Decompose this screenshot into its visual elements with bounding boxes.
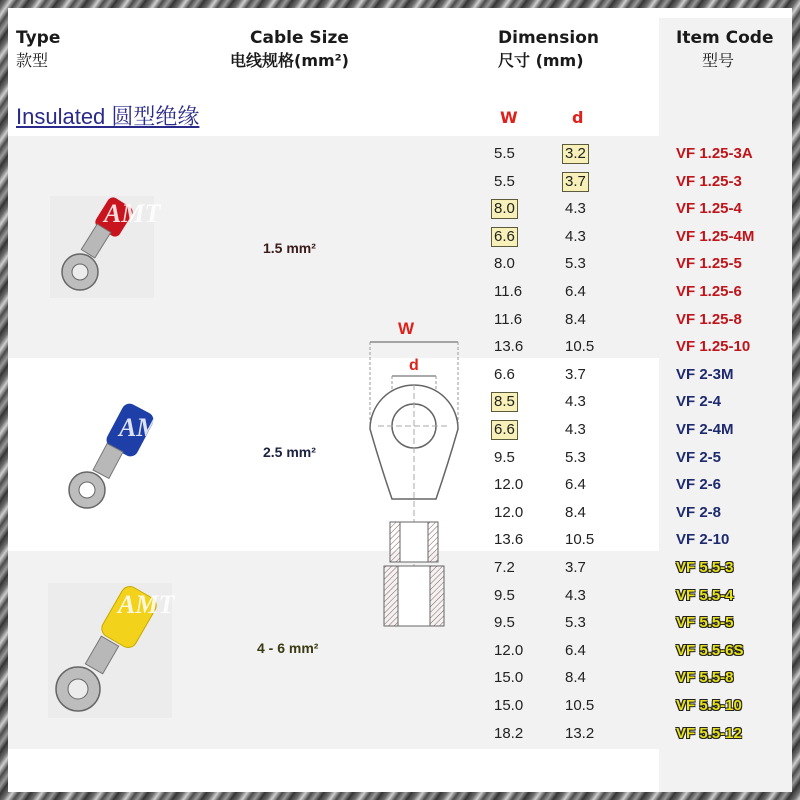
dim-d-value: 13.2 (565, 724, 595, 742)
header-item-code-cn: 型号 (702, 51, 735, 70)
dim-d-value: 5.3 (565, 614, 586, 632)
dim-d-value: 6.4 (565, 283, 586, 300)
header-cable-size: Cable Size (250, 28, 349, 48)
dim-w-value: 15.0 (494, 697, 524, 714)
dim-w-value: 9.5 (494, 586, 515, 604)
header-item-code: Item Code (676, 28, 774, 48)
dim-w-value: 9.5 (494, 614, 515, 632)
header-dimension: Dimension (498, 28, 600, 48)
dim-w-value: 8.5 (491, 392, 518, 412)
diagram-d-label: d (409, 357, 419, 374)
item-code: VF 2-4M (676, 421, 734, 438)
dim-d-value: 8.4 (565, 503, 586, 521)
blue-ring-terminal-image (63, 398, 176, 513)
dim-d-value: 6.4 (565, 641, 586, 659)
item-code: VF 2-5 (676, 448, 722, 466)
diagram-w-label: W (398, 319, 415, 338)
header-type-cn: 款型 (16, 51, 49, 70)
dim-d-value: 3.2 (562, 144, 589, 164)
item-code: VF 1.25-3 (676, 172, 742, 190)
dim-d-value: 6.4 (565, 476, 586, 494)
dim-d-value: 3.7 (565, 559, 586, 576)
watermark-text: AMT (104, 199, 161, 228)
dim-d-value: 8.4 (565, 669, 586, 687)
item-code: VF 5.5-4 (676, 586, 734, 604)
dim-d-value: 4.3 (565, 586, 586, 604)
red-ring-terminal-image (50, 196, 161, 298)
item-code: VF 2-10 (676, 531, 730, 549)
item-code: VF 5.5-8 (676, 669, 734, 687)
dim-d-value: 4.3 (565, 421, 586, 438)
dim-d-value: 5.3 (565, 448, 586, 466)
item-code: VF 2-3M (676, 365, 734, 383)
item-code: VF 1.25-5 (676, 255, 742, 273)
dim-w-value: 15.0 (494, 669, 524, 687)
dim-head-w: W (500, 108, 518, 127)
header-cable-size-cn: 电线规格(mm²) (230, 51, 349, 70)
dim-w-value: 11.6 (494, 310, 523, 328)
item-code: VF 1.25-3A (676, 145, 753, 162)
item-code: VF 5.5-5 (676, 614, 734, 632)
header-type: Type (16, 28, 61, 48)
item-code: VF 1.25-10 (676, 338, 751, 356)
item-code: VF 5.5-6S (676, 641, 744, 659)
item-code: VF 5.5-3 (676, 559, 734, 576)
dim-d-value: 3.7 (562, 172, 589, 192)
dim-w-value: 12.0 (494, 641, 524, 659)
dim-w-value: 18.2 (494, 724, 524, 742)
item-code: VF 2-8 (676, 503, 722, 521)
dim-w-value: 13.6 (494, 338, 524, 356)
item-code: VF 1.25-4M (676, 227, 755, 245)
dim-w-value: 8.0 (491, 199, 518, 219)
section-title-insulated[interactable]: Insulated 圆型绝缘 (16, 104, 200, 129)
dim-w-value: 7.2 (494, 559, 515, 576)
dim-d-value: 8.4 (565, 310, 586, 328)
dim-w-value: 9.5 (494, 448, 515, 466)
dim-w-value: 5.5 (494, 145, 515, 162)
yellow-ring-terminal-image (48, 583, 175, 718)
watermark-text: AMT (119, 413, 176, 442)
dim-w-value: 6.6 (494, 365, 515, 383)
dim-w-value: 8.0 (494, 255, 515, 273)
item-code: VF 1.25-8 (676, 310, 742, 328)
dim-head-d: d (572, 108, 584, 127)
dim-w-value: 12.0 (494, 476, 524, 494)
dim-d-value: 4.3 (565, 227, 586, 245)
watermark-text: AMT (118, 590, 175, 619)
dim-w-value: 11.6 (494, 283, 523, 300)
ring-terminal-diagram (348, 304, 468, 634)
cable-size-3: 4 - 6 mm² (257, 640, 319, 656)
spec-sheet (8, 8, 792, 792)
item-code: VF 5.5-10 (676, 697, 742, 714)
item-code: VF 1.25-6 (676, 283, 742, 300)
dim-w-value: 6.6 (491, 420, 518, 440)
dim-w-value: 5.5 (494, 172, 515, 190)
cable-size-2: 2.5 mm² (263, 444, 316, 460)
cable-size-1: 1.5 mm² (263, 240, 316, 256)
item-code: VF 1.25-4 (676, 200, 742, 218)
dim-d-value: 10.5 (565, 338, 595, 356)
header-dimension-cn: 尺寸 (mm) (498, 51, 584, 70)
item-code: VF 2-4 (676, 393, 722, 411)
dim-d-value: 3.7 (565, 365, 586, 383)
dim-d-value: 4.3 (565, 393, 586, 411)
item-code: VF 2-6 (676, 476, 722, 494)
dim-d-value: 5.3 (565, 255, 586, 273)
item-code: VF 5.5-12 (676, 724, 742, 742)
dim-d-value: 10.5 (565, 697, 595, 714)
dim-w-value: 13.6 (494, 531, 524, 549)
dim-d-value: 4.3 (565, 200, 586, 218)
dim-d-value: 10.5 (565, 531, 595, 549)
dim-w-value: 6.6 (491, 227, 518, 247)
dim-w-value: 12.0 (494, 503, 524, 521)
